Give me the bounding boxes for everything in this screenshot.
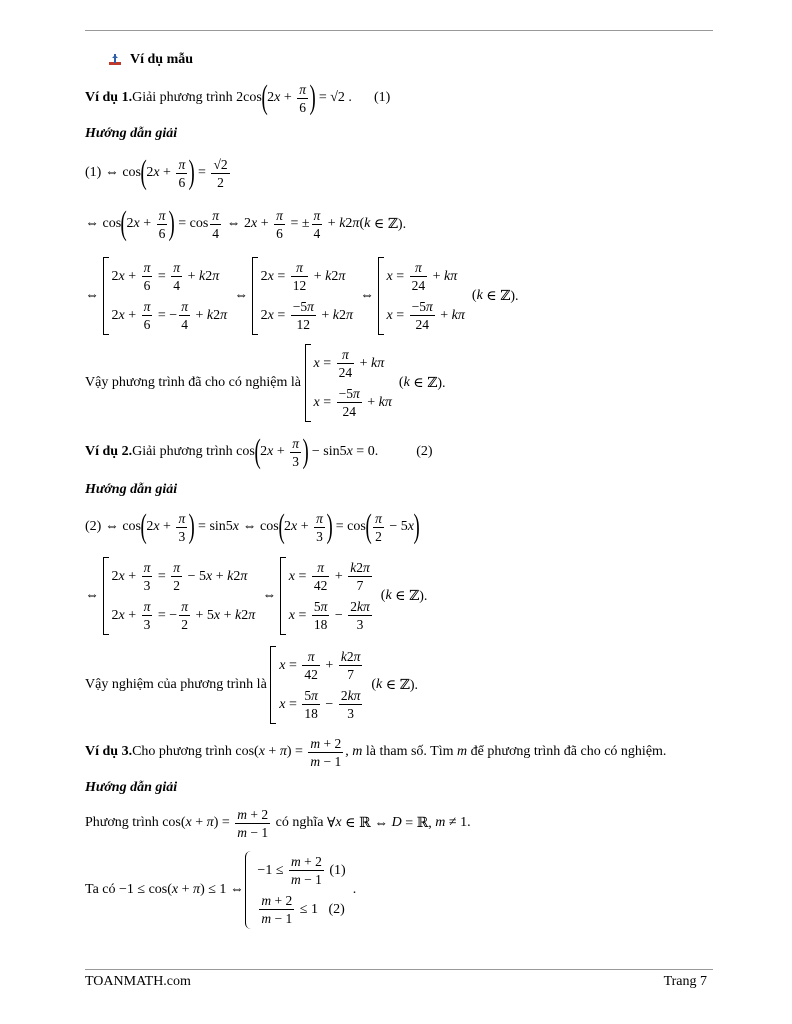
example-1-guide-heading: Hướng dẫn giải [85, 126, 178, 141]
footer-site: TOANMATH.com [85, 974, 191, 989]
example-3-guide-heading: Hướng dẫn giải [85, 780, 178, 795]
footer-page-number: Trang 7 [663, 974, 707, 989]
example-2-conclusion: Vậy nghiệm của phương trình là x = $\frac{\pi}{42}$ + $\frac{k2\pi}{7}$ x = $\frac{5\pi}{18}$ − $\frac{2k\pi}{3}$ ( k ∈ ℤ). [85, 645, 418, 725]
pen-icon [108, 54, 122, 66]
example-2-eq-number: (2) [416, 444, 433, 459]
example-3-line-1: Phương trình [85, 815, 159, 830]
example-3-text-2: là tham số. Tìm [365, 744, 454, 759]
section-title: Ví dụ mẫu [130, 52, 194, 67]
section-header [108, 52, 193, 68]
example-2-step-2: ⇔ 2 x + $\frac{\pi}{3}$ = $\frac{\pi}{2}$ − 5 x + k 2 π 2 x + $\frac{\pi}{3}$ = − $\frac{\pi}{2}$ + 5 x + k 2 π ⇔ x = $\frac{\pi}{42}$ + $\frac{k2\pi}{7}$ x = $\frac{5\pi}{18}$ − $\frac{2k\pi}{3}$ ( k ∈ ℤ). [85, 556, 427, 636]
example-2-statement: Ví dụ 2. Giải phương trình cos ( 2 x + $\frac{\pi}{3}$ ) − sin5 x = 0. (2) [85, 433, 433, 470]
example-2-label: Ví dụ 2. [85, 444, 133, 459]
example-2-text: Giải phương trình [132, 444, 233, 459]
example-3-step-1: Phương trình cos( x + π ) = $\frac{m + 2}{m - 1}$ có nghĩa ∀ x ∈ ℝ ⇔ D = ℝ, m ≠ 1. [85, 806, 471, 840]
example-3-line-2: Ta có [85, 882, 116, 897]
header-rule [85, 30, 713, 31]
example-1-text: Giải phương trình [132, 90, 233, 105]
example-1-step-3: ⇔ 2 x + $\frac{\pi}{6}$ = $\frac{\pi}{4}$ + k 2 π 2 x + $\frac{\pi}{6}$ = − $\frac{\pi}{4}$ + k 2 π ⇔ 2 x = $\frac{\pi}{12}$ + k 2 π 2 x = $\frac{-5\pi}{12}$ + k 2 π ⇔ x = $\frac{\pi}{24}$ + kπ x = $\frac{-5\pi}{24}$ + kπ ( k ∈ ℤ). [85, 256, 519, 336]
example-3-text: Cho phương trình [132, 744, 232, 759]
example-2-step-1: (2) ⇔ cos ( 2 x + $\frac{\pi}{3}$ ) = sin5 x ⇔ cos ( 2 x + $\frac{\pi}{3}$ ) = cos ( $\frac{\pi}{2}$ − 5 x ) [85, 508, 420, 545]
example-3-label: Ví dụ 3. [85, 744, 133, 759]
example-1-label: Ví dụ 1. [85, 90, 133, 105]
example-1-conclusion-text: Vậy phương trình đã cho có nghiệm là [85, 375, 301, 390]
example-3-text-3: để phương trình đã cho có nghiệm. [470, 744, 667, 759]
example-3-line-1b: có nghĩa [275, 815, 324, 830]
example-3-statement: Ví dụ 3. Cho phương trình cos( x + π ) = $\frac{m + 2}{m - 1}$ , m là tham số. Tìm m để phương trình đã cho có nghiệm. [85, 735, 667, 769]
example-1-eq-number: (1) [373, 90, 391, 105]
example-1-statement: Ví dụ 1. Giải phương trình 2cos ( 2 x + $\frac{\pi}{6}$ ) = √2 . (1) [85, 79, 391, 116]
footer-rule [85, 969, 713, 970]
example-1-step-1: (1) ⇔ cos ( 2 x + $\frac{\pi}{6}$ ) = $\frac{√2}{2}$ [85, 154, 228, 191]
example-1-conclusion: Vậy phương trình đã cho có nghiệm là x = $\frac{\pi}{24}$ + kπ x = $\frac{-5\pi}{24}$ + kπ ( k ∈ ℤ). [85, 343, 446, 423]
example-3-step-2: Ta có −1 ≤ cos( x + π ) ≤ 1 ⇔ −1 ≤ $\frac{m + 2}{m - 1}$ (1) $\frac{m + 2}{m - 1}$ ≤ 1 (2) . [85, 850, 356, 930]
example-2-guide-heading: Hướng dẫn giải [85, 482, 178, 497]
example-1-step-2: ⇔ cos ( 2 x + $\frac{\pi}{6}$ ) = cos $\frac{\pi}{4}$ ⇔ 2 x + $\frac{\pi}{6}$ = ± $\frac{\pi}{4}$ + k 2 π ( k ∈ ℤ). [85, 205, 407, 242]
example-2-conclusion-text: Vậy nghiệm của phương trình là [85, 677, 267, 692]
